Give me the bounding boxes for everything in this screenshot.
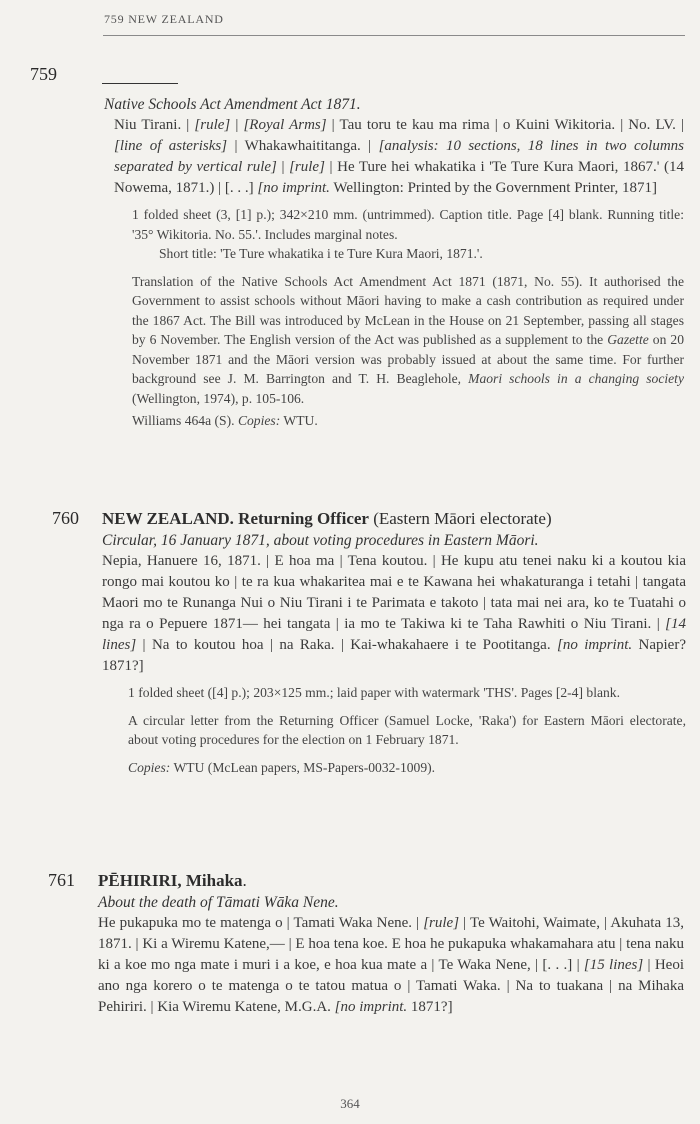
page-number: 364 (340, 1096, 360, 1111)
entry-subtitle: Native Schools Act Amendment Act 1871. (104, 96, 361, 113)
entry-number: 760 (52, 508, 79, 528)
physical-description: 1 folded sheet ([4] p.); 203×125 mm.; laid paper with watermark 'THS'. Pages [2-4] blank. (128, 685, 621, 700)
entry-transcription: Nepia, Hanuere 16, 1871. | E hoa ma | Tena koutou. | He kupu atu tenei naku ki a koutou kia rongo mai koutou ko | te ra kua whakaritea mai e te Kawana hei whakaturanga i tetahi | tangata Maori mo te Runanga Nui o Niu Tirani i te Parimata e takoto | tata mai nei ara, ko te Tuatahi o nga ra o Pepuere 1871— hei tangata | ia mo te Takiwa ki te Taha Rawhiti o Niu Tirani. | [14 lines] | Na to koutou hoa | na Raka. | Kai-whakahaere i te Pootitanga. [no imprint. Napier? 1871?] (102, 553, 686, 674)
entry-subtitle: About the death of Tāmati Wāka Nene. (98, 894, 339, 911)
entry-note: Translation of the Native Schools Act Amendment Act 1871 (1871, No. 55). It authorised the Government to assist schools without Māori having to make a cash contribution as required under the 1867 Act. The Bill was introduced by McLean in the House on 21 September, passing all stages by 6 November. The English version of the Act was published as a supplement to the Gazette on 20 November 1871 and the Māori version was probably issued at about the same time. For further background see J. M. Barrington and T. H. Beaglehole, Maori schools in a changing society (Wellington, 1974), p. 105-106. (132, 273, 684, 406)
entry-number: 761 (48, 870, 75, 890)
entry-transcription: He pukapuka mo te matenga o | Tamati Waka Nene. | [rule] | Te Waitohi, Waimate, | Akuhata 13, 1871. | Ki a Wiremu Katene,— | E hoa tena koe. E hoa he pukapuka whakamahara atu | tena naku ki a koe mo nga mate i muri i a koe, e hoa kua mate a | Te Waka Nene, | [. . .] | [15 lines] | Heoi ano nga korero o te matenga o te tatou matua o | Tamati Waka. | Na to tuakana | na Mihaka Pehiriri. | Kia Wiremu Katene, M.G.A. [no imprint. 1871?] (98, 915, 685, 1015)
short-title: Short title: 'Te Ture whakatika i te Ture Kura Maori, 1871.'. (159, 246, 483, 261)
entry-references: Williams 464a (S). Copies: WTU. (132, 413, 318, 428)
header-rule (103, 35, 685, 36)
entry-transcription: Niu Tirani. | [rule] | [Royal Arms] | Tau toru te kau ma rima | o Kuini Wikitoria. | No. LV. | [line of asterisks] | Whakawhaititanga. | [analysis: 10 sections, 18 lines in two columns separated by vertical rule] | [rule] | He Ture hei whakatika i 'Te Ture Kura Maori, 1867.' (14 Nowema, 1871.) | [. . .] [no imprint. Wellington: Printed by the Government Printer, 1871] (114, 117, 685, 196)
entry-subtitle: Circular, 16 January 1871, about voting procedures in Eastern Māori. (102, 532, 539, 549)
entry-number: 759 (30, 64, 57, 84)
entry-heading: PĒHIRIRI, Mihaka. (98, 871, 247, 890)
entry-references: Copies: WTU (McLean papers, MS-Papers-0032-1009). (128, 759, 436, 775)
running-head: 759 NEW ZEALAND (104, 12, 224, 26)
heading-dash (102, 74, 178, 92)
entry-note: A circular letter from the Returning Officer (Samuel Locke, 'Raka') for Eastern Māori electorate, about voting procedures for the election on 1 February 1871. (128, 712, 686, 747)
entry-heading: NEW ZEALAND. Returning Officer (Eastern Māori electorate) (102, 509, 552, 528)
physical-description: 1 folded sheet (3, [1] p.); 342×210 mm. (untrimmed). Caption title. Page [4] blank. Running title: '35° Wikitoria. No. 55.'. Includes marginal notes. (132, 207, 684, 242)
